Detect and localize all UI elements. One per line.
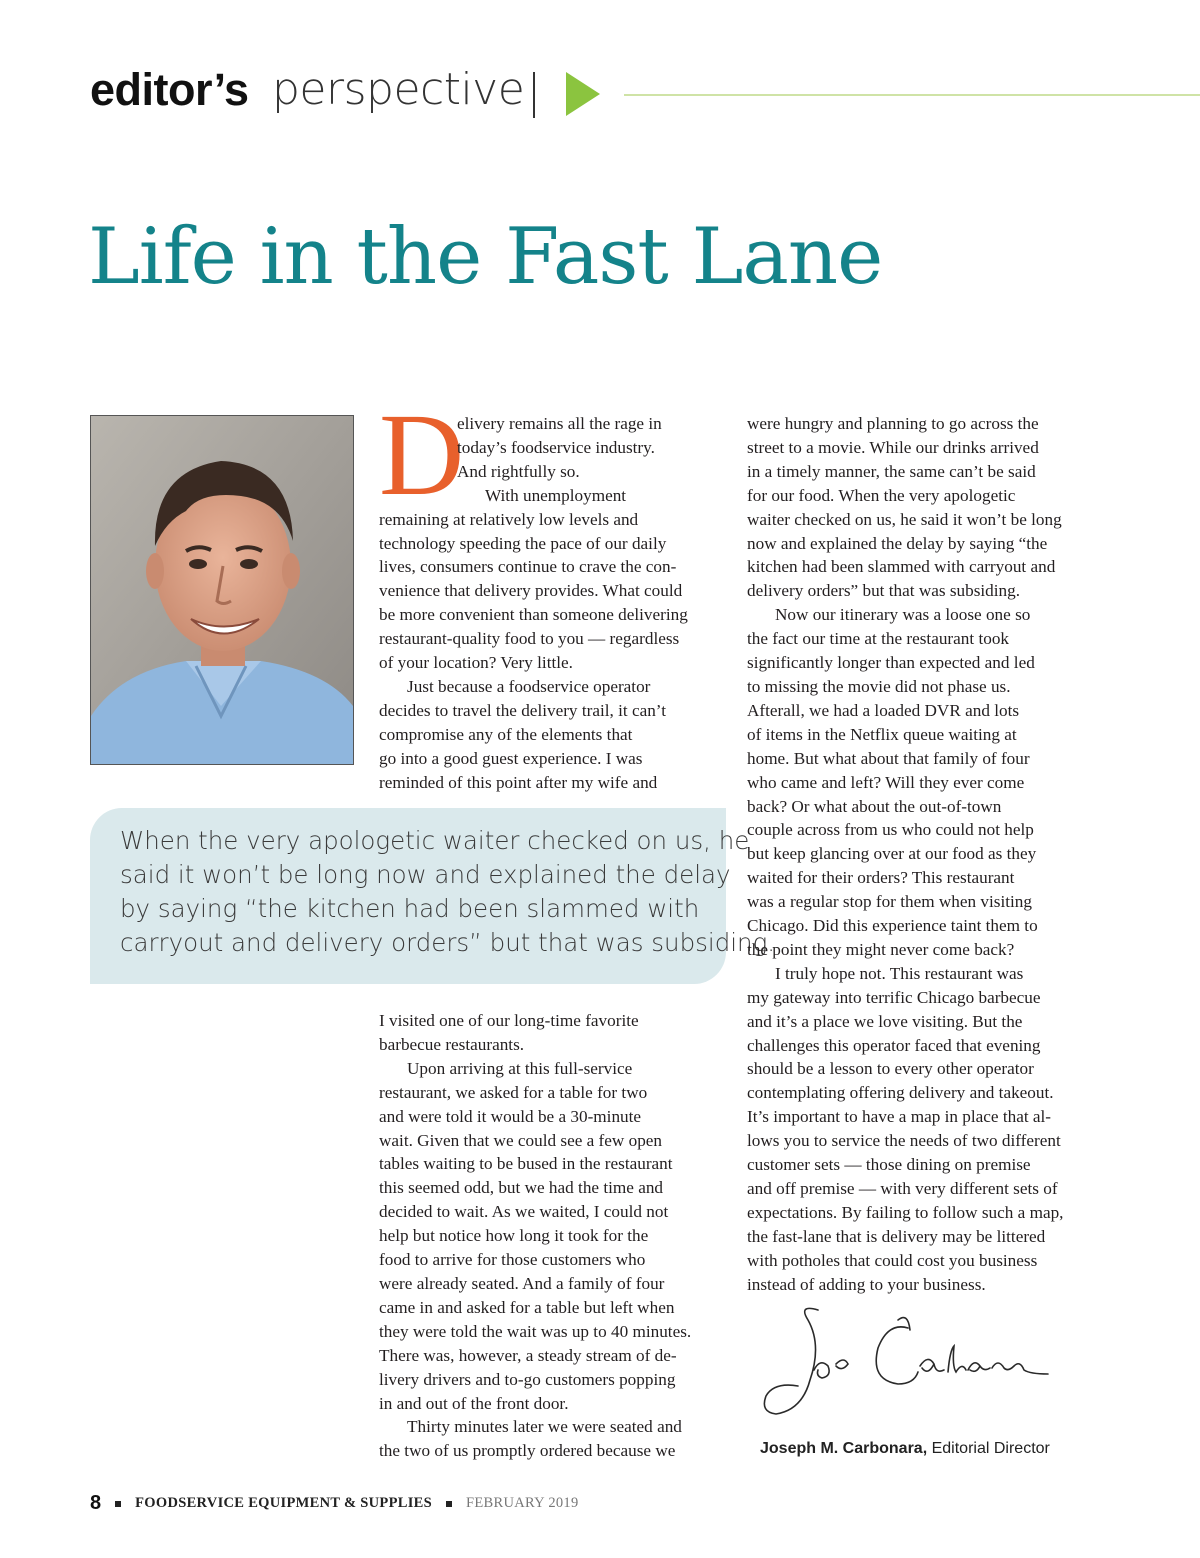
text-line: couple across from us who could not help: [747, 820, 1034, 840]
text-line: challenges this operator faced that evening: [747, 1035, 1041, 1055]
text-line: the two of us promptly ordered because we: [379, 1441, 676, 1461]
page-number: 8: [90, 1492, 102, 1514]
text-line: decided to wait. As we waited, I could not: [379, 1202, 669, 1222]
pull-quote-line: When the very apologetic waiter checked on us, he: [120, 826, 750, 855]
section-label-bold: editor’s: [90, 64, 249, 115]
text-line: for our food. When the very apologetic: [747, 485, 1016, 505]
text-line: instead of adding to your business.: [747, 1274, 986, 1294]
text-line: but keep glancing over at our food as they: [747, 844, 1037, 864]
text-line: waited for their orders? This restaurant: [747, 868, 1015, 888]
text-line: Thirty minutes later we were seated and: [407, 1417, 682, 1437]
signature: [758, 1300, 1058, 1425]
text-line: and off premise — with very different sets of: [747, 1179, 1058, 1198]
text-line: Now our itinerary was a loose one so: [775, 605, 1031, 625]
text-line: they were told the wait was up to 40 minutes.: [379, 1321, 692, 1341]
text-line: Chicago. Did this experience taint them to: [747, 916, 1038, 936]
text-line: contemplating offering delivery and takeout.: [747, 1083, 1054, 1103]
text-line: technology speeding the pace of our daily: [379, 533, 667, 553]
text-line: There was, however, a steady stream of de-: [379, 1345, 677, 1365]
text-line: should be a lesson to every other operator: [747, 1059, 1034, 1079]
section-divider: [533, 72, 535, 118]
text-line: delivery orders” but that was subsiding.: [747, 581, 1021, 601]
text-line: It’s important to have a map in place that al-: [747, 1107, 1052, 1127]
text-line: Afterall, we had a loaded DVR and lots: [747, 700, 1020, 720]
text-line: back? Or what about the out-of-town: [747, 796, 1002, 816]
text-line: were hungry and planning to go across the: [747, 414, 1039, 433]
issue-date: FEBRUARY 2019: [465, 1495, 579, 1511]
text-line: in a timely manner, the same can’t be said: [747, 461, 1036, 481]
text-line: help but notice how long it took for the: [379, 1226, 649, 1246]
article-column-1: [379, 412, 725, 795]
text-line: reminded of this point after my wife and: [379, 772, 658, 792]
text-line: was a regular stop for them when visiting: [747, 892, 1032, 912]
text-line: who came and left? Will they ever come: [747, 772, 1025, 792]
page-footer: [90, 1492, 579, 1515]
text-line: significantly longer than expected and led: [747, 653, 1035, 673]
text-line: tables waiting to be bused in the restaurant: [379, 1154, 673, 1174]
text-line: Just because a foodservice operator: [407, 676, 651, 696]
text-line: venience that delivery provides. What could: [379, 581, 683, 601]
article-headline: Life in the Fast Lane: [88, 212, 883, 302]
text-line: livery drivers and to-go customers popping: [379, 1369, 676, 1389]
text-line: And rightfully so.: [457, 461, 580, 481]
text-line: the fast-lane that is delivery may be littered: [747, 1226, 1046, 1246]
text-line: wait. Given that we could see a few open: [379, 1130, 663, 1150]
text-line: remaining at relatively low levels and: [379, 509, 639, 529]
text-line: now and explained the delay by saying “the: [747, 533, 1048, 553]
text-line: expectations. By failing to follow such a map,: [747, 1202, 1064, 1222]
square-bullet-icon: [446, 1501, 452, 1507]
text-line: go into a good guest experience. I was: [379, 748, 643, 768]
author-byline: [760, 1440, 1050, 1458]
text-line: waiter checked on us, he said it won’t be long: [747, 509, 1062, 529]
text-line: elivery remains all the rage in: [457, 414, 662, 433]
text-line: I visited one of our long-time favorite: [379, 1011, 639, 1030]
text-line: be more convenient than someone delivering: [379, 605, 688, 625]
text-line: compromise any of the elements that: [379, 724, 633, 744]
text-line: restaurant-quality food to you — regardless: [379, 629, 680, 649]
author-portrait-image: [91, 416, 353, 764]
text-line: barbecue restaurants.: [379, 1034, 525, 1054]
text-line: the fact our time at the restaurant took: [747, 629, 1010, 649]
author-name: Joseph M. Carbonara,: [760, 1440, 928, 1457]
text-line: this seemed odd, but we had the time and: [379, 1178, 664, 1198]
text-line: decides to travel the delivery trail, it can’t: [379, 700, 666, 720]
text-line: Upon arriving at this full-service: [407, 1058, 633, 1078]
text-line: today’s foodservice industry.: [457, 437, 655, 457]
text-line: were already seated. And a family of four: [379, 1273, 665, 1293]
text-line: the point they might never come back?: [747, 939, 1015, 959]
section-label-light: perspective: [272, 64, 525, 115]
pull-quote-line: said it won’t be long now and explained the delay: [120, 860, 731, 889]
text-line: restaurant, we asked for a table for two: [379, 1082, 648, 1102]
text-line: of your location? Very little.: [379, 653, 573, 673]
text-line: customer sets — those dining on premise: [747, 1155, 1031, 1175]
text-line: lows you to service the needs of two different: [747, 1131, 1061, 1151]
text-line: kitchen had been slammed with carryout and: [747, 557, 1056, 577]
text-line: to missing the movie did not phase us.: [747, 676, 1011, 696]
text-line: and it’s a place we love visiting. But the: [747, 1011, 1023, 1031]
article-column-3: [747, 412, 1097, 1297]
text-line: came in and asked for a table but left when: [379, 1297, 675, 1317]
text-line: with potholes that could cost you business: [747, 1250, 1038, 1270]
text-line: of items in the Netflix queue waiting at: [747, 724, 1017, 744]
text-line: and were told it would be a 30-minute: [379, 1106, 642, 1126]
play-arrow-icon: [566, 72, 600, 116]
drop-cap: D: [379, 389, 465, 520]
section-header: [90, 62, 1200, 122]
text-line: With unemployment: [485, 485, 627, 505]
text-line: street to a movie. While our drinks arrived: [747, 437, 1039, 457]
magazine-name: FOODSERVICE EQUIPMENT & SUPPLIES: [135, 1495, 432, 1511]
text-line: my gateway into terrific Chicago barbecue: [747, 987, 1041, 1007]
text-line: food to arrive for those customers who: [379, 1250, 646, 1270]
text-line: home. But what about that family of four: [747, 748, 1030, 768]
text-line: in and out of the front door.: [379, 1393, 569, 1413]
pull-quote: [90, 808, 776, 984]
article-column-2: [379, 1009, 725, 1463]
author-title: Editorial Director: [927, 1440, 1050, 1457]
square-bullet-icon: [115, 1501, 121, 1507]
pull-quote-line: by saying “the kitchen had been slammed with: [120, 894, 700, 923]
text-line: lives, consumers continue to crave the con-: [379, 557, 677, 577]
text-line: I truly hope not. This restaurant was: [775, 963, 1024, 983]
pull-quote-line: carryout and delivery orders” but that was subsiding.: [120, 928, 776, 957]
signature-image: [758, 1300, 1058, 1425]
section-rule: [624, 94, 1200, 96]
author-photo: [90, 415, 354, 765]
